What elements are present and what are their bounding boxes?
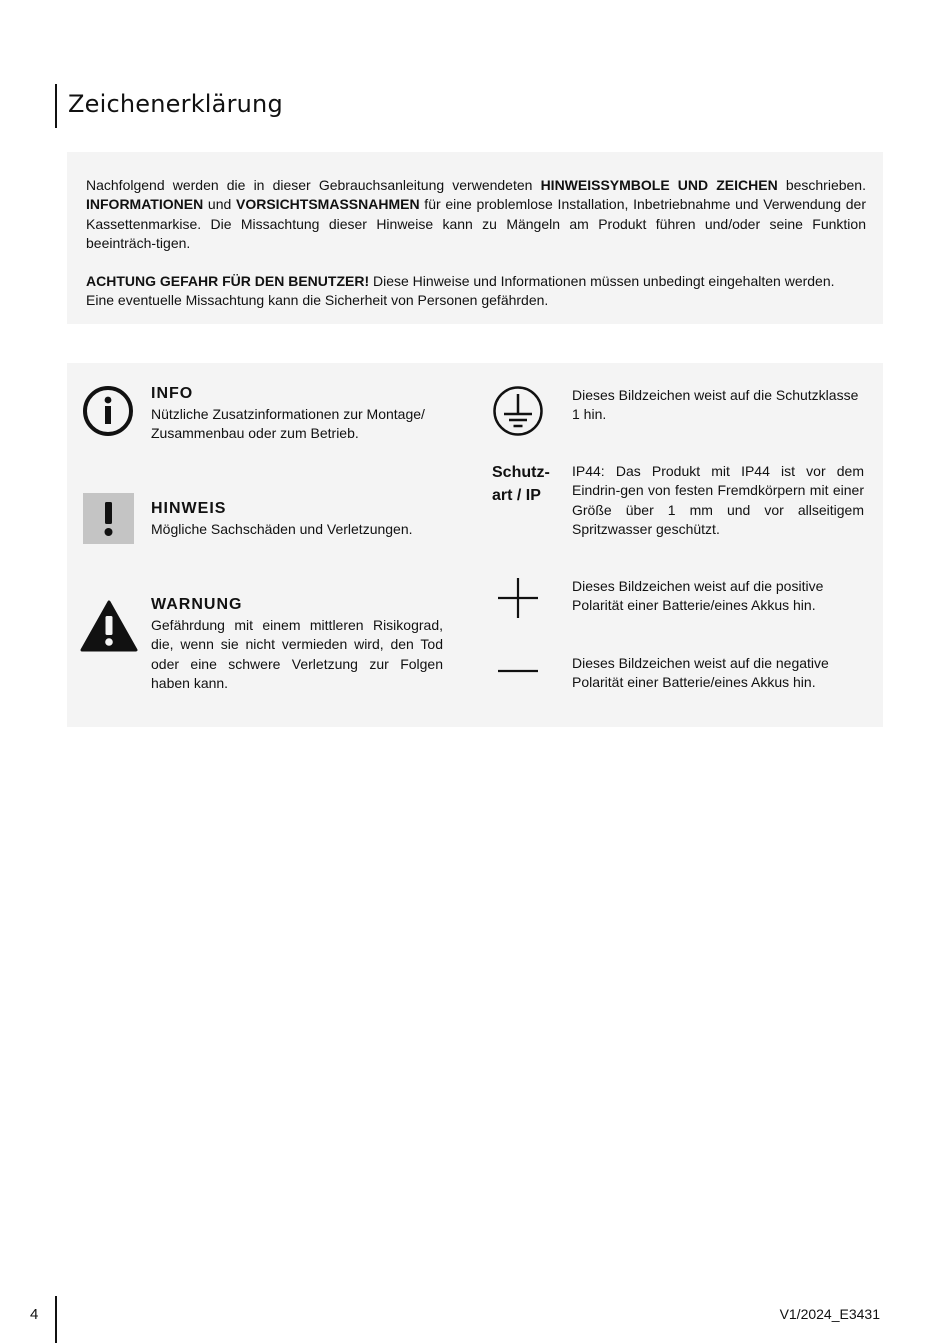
warnung-text: Gefährdung mit einem mittleren Risikograd, die, wenn sie nicht vermieden wird, den Tod oder eine schwere Verletzung zur Folgen haben kann. [151, 617, 443, 691]
positive-polarity-text: Dieses Bildzeichen weist auf die positive Polarität einer Batterie/eines Akkus hin. [572, 578, 824, 614]
exclamation-icon [83, 493, 134, 549]
warnung-title: WARNUNG [151, 596, 243, 613]
hinweis-title: HINWEIS [151, 500, 227, 517]
ip44-text: IP44: Das Produkt mit IP44 ist vor dem Eindrin-gen von festen Fremdkörpern mit einer Größe über 1 mm und vor allseitigem Spritzwasser geschützt. [572, 463, 864, 537]
hinweis-text: Mögliche Sachschäden und Verletzungen. [151, 521, 413, 537]
plus-polarity-icon [497, 577, 539, 624]
symbol-legend-box [67, 363, 883, 727]
negative-polarity-text: Dieses Bildzeichen weist auf die negative Polarität einer Batterie/eines Akkus hin. [572, 655, 829, 691]
info-text: Nützliche Zusatzinformationen zur Montage/ Zusammenbau oder zum Betrieb. [151, 406, 425, 442]
page-title: Zeichenerklärung [68, 90, 283, 118]
schutzart-ip-label: Schutz- art / IP [492, 464, 550, 504]
document-version: V1/2024_E3431 [779, 1306, 880, 1322]
protective-earth-icon [492, 385, 544, 442]
schutzklasse-text: Dieses Bildzeichen weist auf die Schutzklasse 1 hin. [572, 387, 859, 423]
warning-paragraph: ACHTUNG GEFAHR FÜR DEN BENUTZER! Diese Hinweise und Informationen müssen unbedingt eingehalten werden. Eine eventuelle Missachtung kann die Sicherheit von Personen gefährden. [86, 273, 835, 309]
info-title: INFO [151, 385, 194, 402]
page-number: 4 [30, 1306, 39, 1323]
minus-polarity-icon [497, 663, 539, 681]
intro-paragraph: Nachfolgend werden die in dieser Gebrauchsanleitung verwendeten HINWEISSYMBOLE UND ZEICHEN beschrieben. INFORMATIONEN und VORSICHTSMASSNAHMEN für eine problemlose Installation, Inbetriebnahme und Verwendung der Kassettenmarkise. Die Missachtung dieser Hinweise kann zu Mängeln am Produkt führen und/oder seine Funktion beeinträch-tigen. [86, 177, 866, 251]
info-icon [82, 385, 134, 442]
heading-accent-bar [55, 84, 57, 128]
warning-triangle-icon [79, 599, 139, 658]
footer-accent-bar [55, 1296, 57, 1343]
intro-box [67, 152, 883, 324]
